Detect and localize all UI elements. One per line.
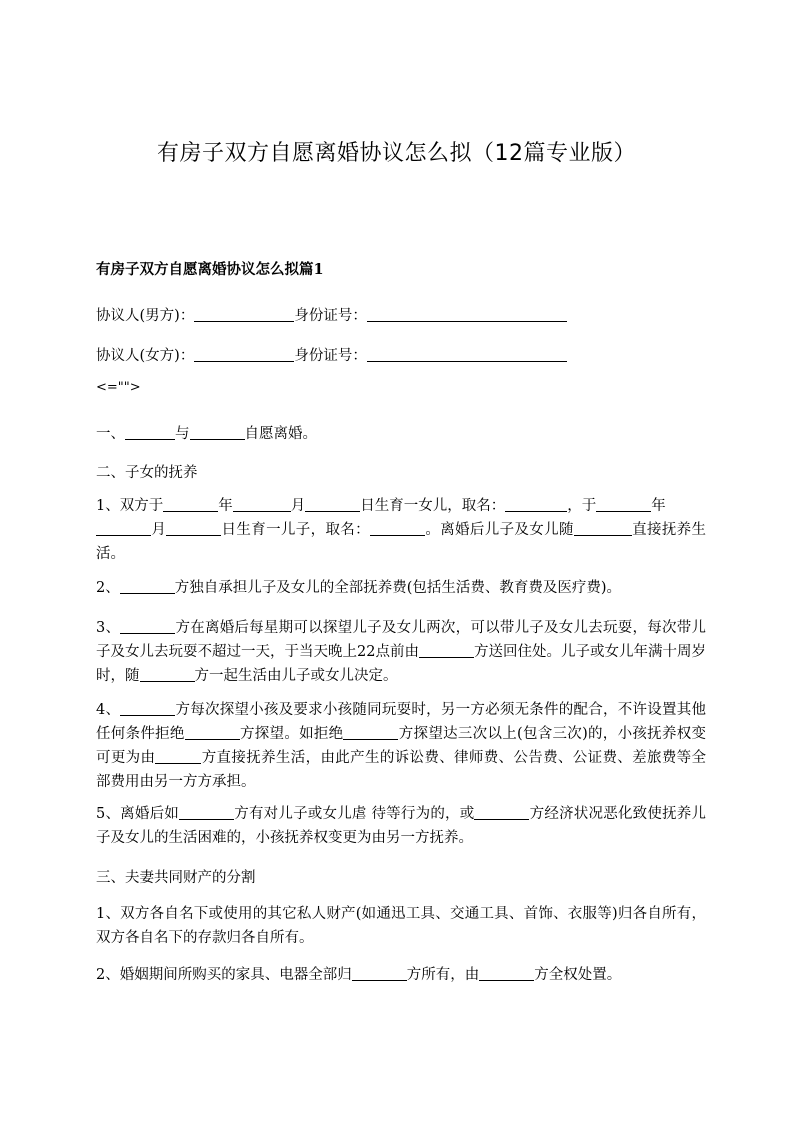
paragraph-3: 3、 方在离婚后每星期可以探望儿子及女儿两次，可以带儿子及女儿去玩耍，每次带儿子及女儿去玩耍不超过一天，于当天晚上22点前由 方送回住处。儿子或女儿年满十周岁时，随 方一起生活由儿子或女儿决定。 [96, 620, 707, 684]
paragraph-1: 1、双方于 年 月 日生育一女儿，取名： ，于 年 月 日生育一儿子，取名： 。离婚后儿子及女儿随 直接抚养生活。 [96, 498, 707, 562]
id-blank [367, 347, 567, 362]
paragraph-4: 4、 方每次探望小孩及要求小孩随同玩耍时，另一方必须无条件的配合，不许设置其他任何条件拒绝 方探望。如拒绝 方探望达三次以上(包含三次)的，小孩抚养权变可更为由 方直接抚养生活，由此产生的诉讼费、律师费、公告费、公证费、差旅费等全部费用由另一方方承担。 [96, 702, 707, 790]
paragraph-7: 2、婚姻期间所购买的家具、电器全部归 方所有，由 方全权处置。 [96, 967, 622, 983]
blank [125, 425, 175, 440]
name-blank [194, 307, 294, 322]
party-female-line [96, 344, 567, 365]
party-male-line [96, 304, 567, 325]
id-blank [367, 307, 567, 322]
id-label: 身份证号： [294, 348, 367, 364]
heading-property-division: 三、夫妻共同财产的分割 [96, 870, 256, 886]
name-blank [194, 347, 294, 362]
paragraph-6: 1、双方各自名下或使用的其它私人财产(如通迅工具、交通工具、首饰、衣服等)归各自所有，双方各自名下的存款归各自所有。 [96, 906, 706, 946]
paragraph-2: 2、 方独自承担儿子及女儿的全部抚养费(包括生活费、教育费及医疗费)。 [96, 580, 622, 596]
clause-1: 一、 与 自愿离婚。 [96, 426, 317, 442]
blank [190, 425, 245, 440]
paragraph-5: 5、离婚后如 方有对儿子或女儿虐 待等行为的，或 方经济状况恶化致使抚养儿子及女儿的生活困难的，小孩抚养权变更为由另一方抚养。 [96, 806, 707, 846]
heading-child-support: 二、子女的抚养 [96, 465, 198, 481]
section-heading: 有房子双方自愿离婚协议怎么拟篇1 [96, 261, 324, 278]
party-male-label: 协议人(男方)： [96, 308, 195, 324]
odd-text: <=""> [96, 380, 141, 395]
party-female-label: 协议人(女方)： [96, 348, 195, 364]
id-label: 身份证号： [294, 308, 367, 324]
document-title: 有房子双方自愿离婚协议怎么拟（12篇专业版） [157, 141, 636, 166]
